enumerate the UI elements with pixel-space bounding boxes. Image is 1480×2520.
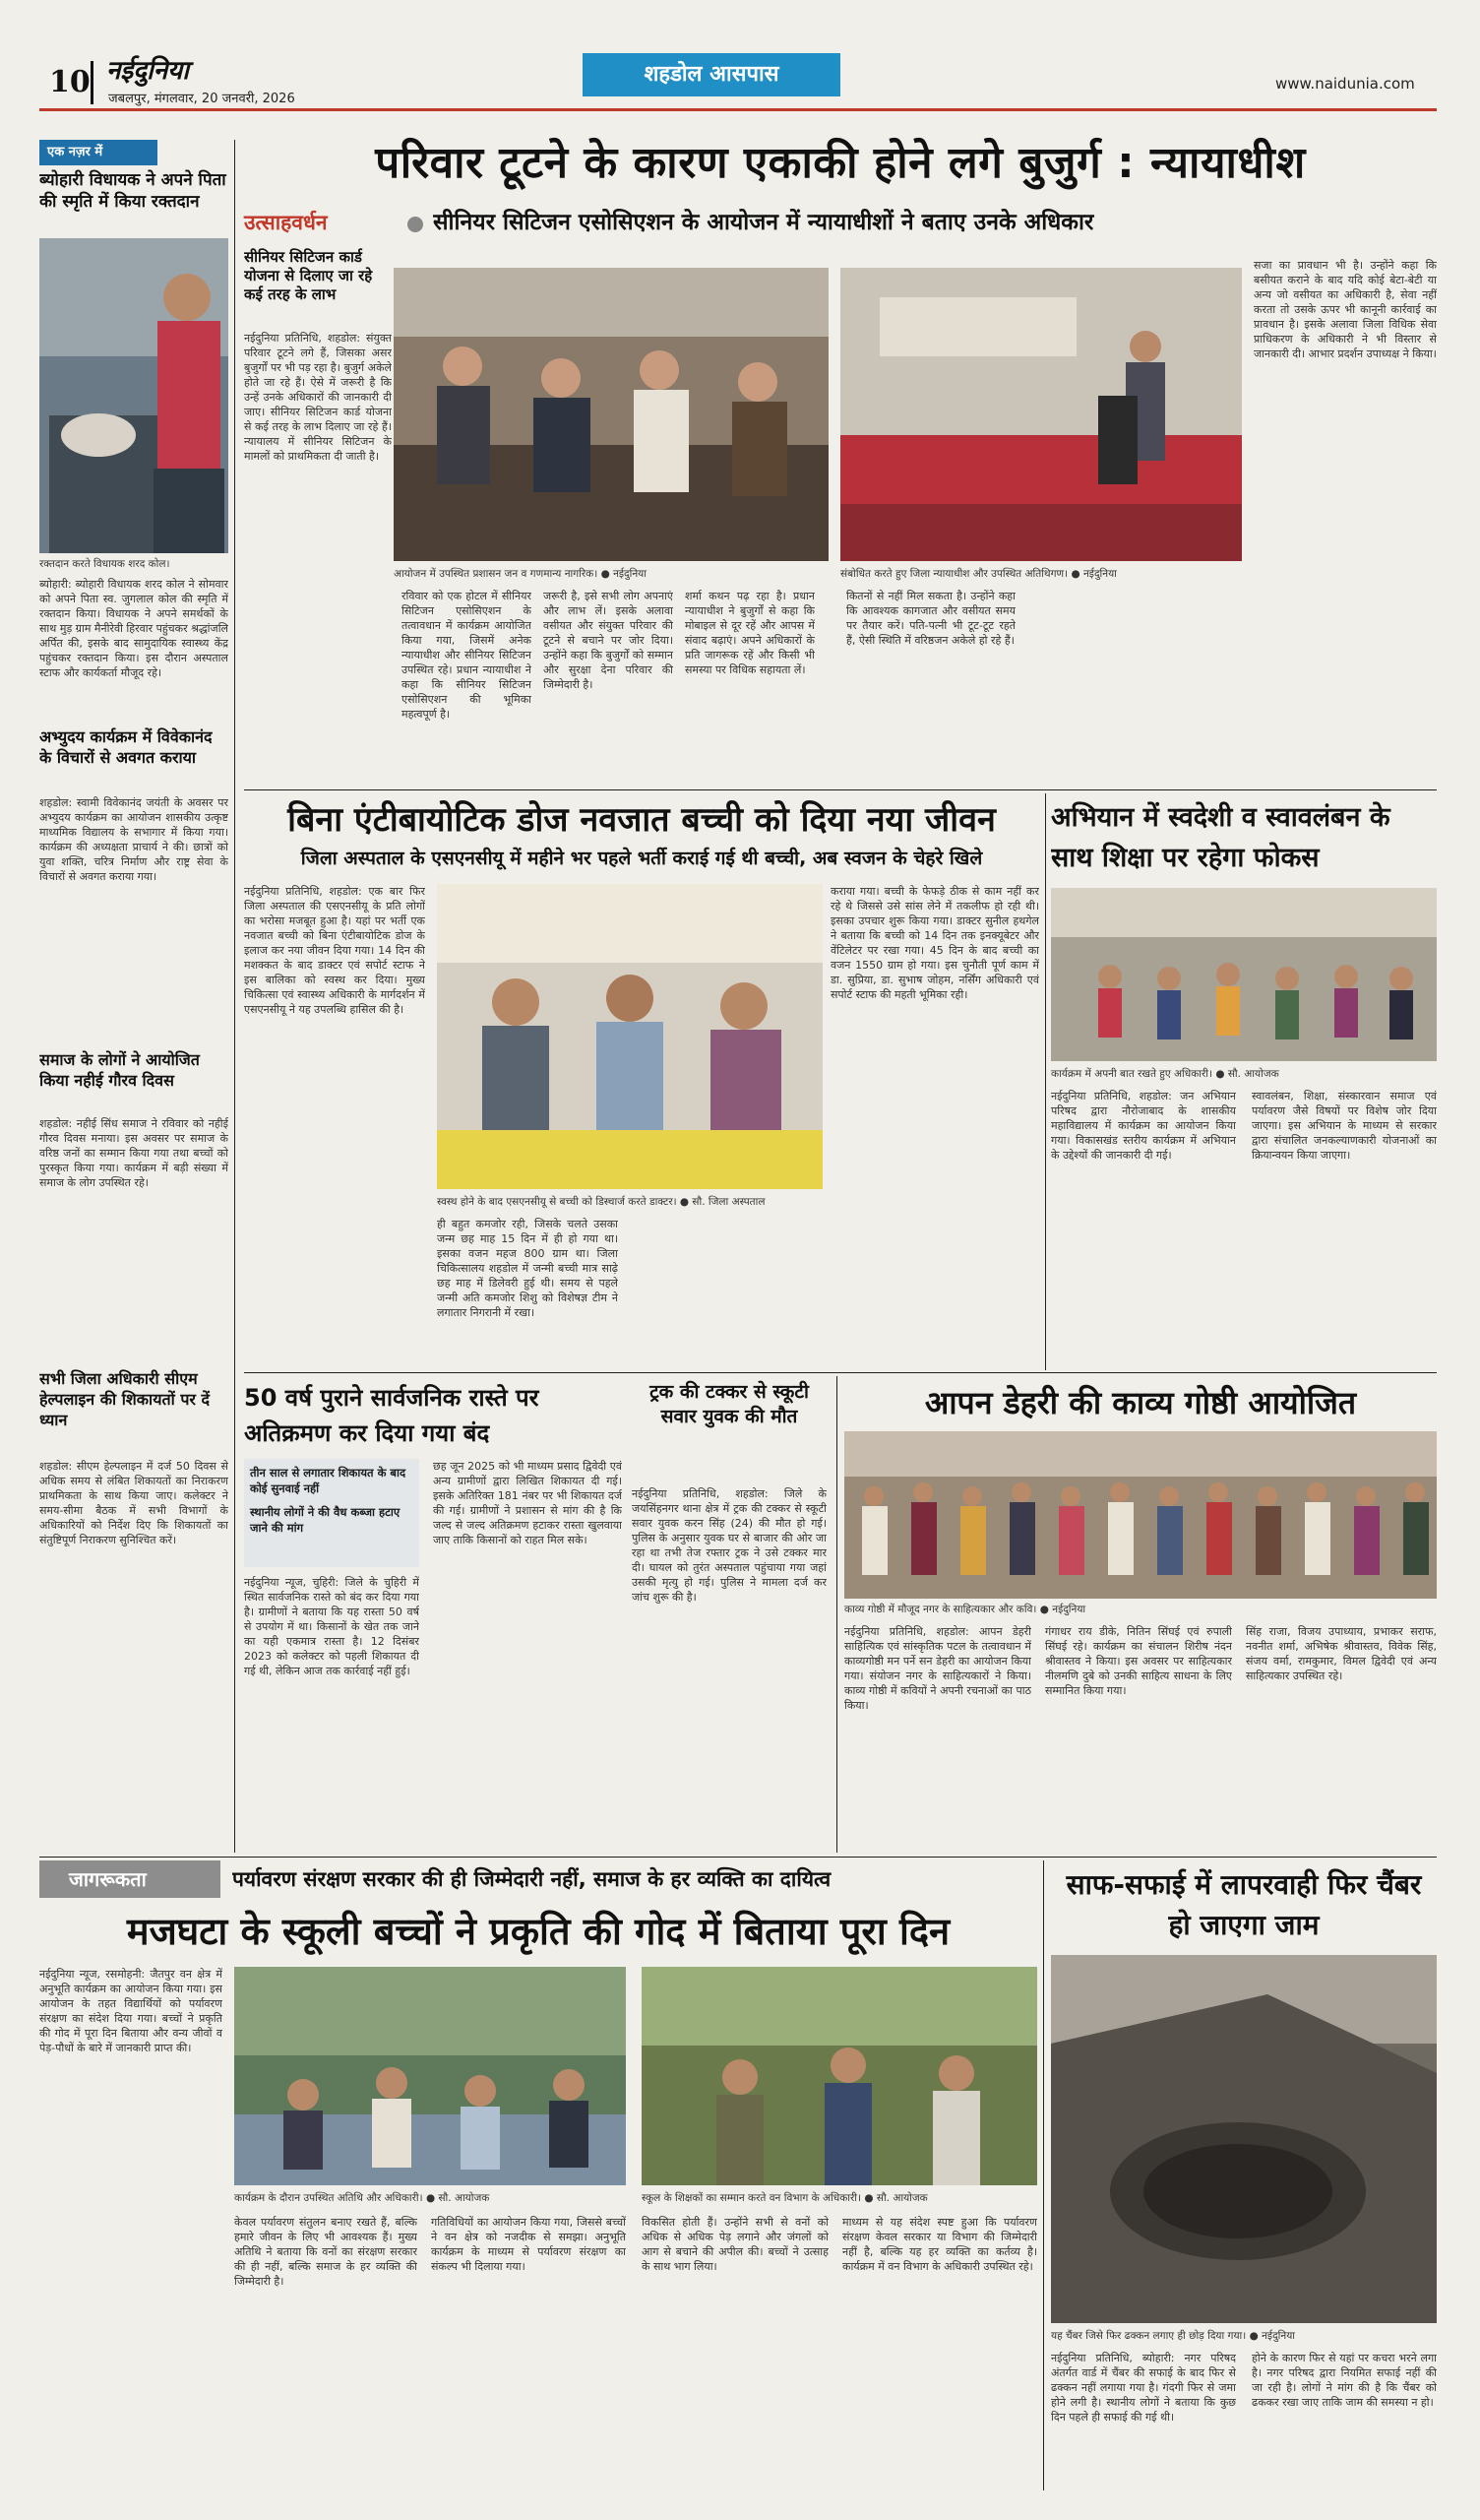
lead-body-col3: जरूरी है, इसे सभी लोग अपनाएं और लाभ लें। इसके अलावा वसीयत और संयुक्त परिवार की टूटने से बचाने पर जोर दिया। उन्होंने कहा कि बुजुर्गों को सम्मान और सुरक्षा देना परिवार की जिम्मेदारी है।: [543, 590, 673, 691]
story-body-col3: कराया गया। बच्ची के फेफड़े ठीक से काम नहीं कर रहे थे जिससे उसे सांस लेने में तकलीफ हो रही थी। इसका उपचार शुरू किया गया। डाक्टर सुनील हथगेल ने बताया कि बच्ची को 14 दिन तक इनक्यूबेटर और वेंटिलेटर पर रखा गया। 45 दिन के बाद बच्ची का वजन 1550 ग्राम हो गया। इस चुनौती पूर्ण काम में डा. सुप्रिया, डा. सुभाष जोहम, नर्सिंग अधिकारी एवं सपोर्ट स्टाफ की महती भूमिका रही।: [831, 885, 1039, 1001]
photo-caption: कार्यक्रम में अपनी बात रखते हुए अधिकारी। ● सौ. आयोजक: [1051, 1068, 1279, 1080]
photo-environment-guests: [234, 1967, 626, 2185]
dateline: जबलपुर, मंगलवार, 20 जनवरी, 2026: [108, 92, 295, 106]
truck-story: [632, 1376, 827, 1853]
section-label: शहडोल आसपास: [583, 53, 840, 96]
lead-photo-stage: [840, 268, 1242, 561]
story-headline: ब्योहारी विधायक ने अपने पिता की स्मृति में किया रक्तदान: [39, 170, 226, 212]
story-headline: मजघटा के स्कूली बच्चों ने प्रकृति की गोद में बिताया पूरा दिन: [126, 1910, 951, 1953]
photo-caption: रक्तदान करते विधायक शरद कोल।: [39, 558, 170, 570]
photo-blood-donation: [39, 238, 228, 553]
story-subhead: जिला अस्पताल के एसएनसीयू में महीने भर पहले भर्ती कराई गई थी बच्ची, अब स्वजन के चेहरे खिले: [300, 848, 983, 869]
story-body-col1: नईदुनिया प्रतिनिधि, ब्योहारी: नगर परिषद अंतर्गत वार्ड में चैंबर की सफाई के बाद फिर से ढक्कन नहीं लगाया गया है। गंदगी फिर से जमा होने लगी है। स्थानीय लोगों ने बताया कि कुछ दिन पहले ही सफाई की गई थी।: [1051, 2352, 1236, 2424]
photo-environment-honour: [642, 1967, 1037, 2185]
photo-caption: संबोधित करते हुए जिला न्यायाधीश और उपस्थित अतिथिगण। ● नईदुनिया: [840, 568, 1117, 580]
lead-body-col4: शर्मा कथन पढ़ रहा है। प्रधान न्यायाधीश ने बुजुर्गों से कहा कि मोबाइल से दूर रहें और आपस में संवाद बढ़ाएं। अपने अधिकारों के प्रति जागरूक रहें और किसी भी समस्या पर विधिक सहायता लें।: [685, 590, 815, 676]
newborn-story: [244, 793, 1039, 1370]
page-number-divider: [91, 61, 93, 104]
bullet-item: तीन साल से लगातार शिकायत के बाद कोई सुनवाई नहीं: [250, 1466, 406, 1495]
photo-poetry-group: [844, 1431, 1437, 1599]
story-body: शहडोल: नहीई सिंध समाज ने रविवार को नहीई गौरव दिवस मनाया। इस अवसर पर समाज के वरिष्ठ जनों का सम्मान किया गया तथा बच्चों को पुरस्कृत किया गया। कार्यक्रम में बड़ी संख्या में समाज के लोग उपस्थित रहे।: [39, 1117, 228, 1189]
story-headline: समाज के लोगों ने आयोजित किया नहीई गौरव दिवस: [39, 1050, 200, 1090]
story-headline: 50 वर्ष पुराने सार्वजनिक रास्ते पर अतिक्रमण कर दिया गया बंद: [244, 1384, 539, 1447]
left-column: [39, 140, 228, 1853]
story-body-col2: छह जून 2025 को भी माध्यम प्रसाद द्विवेदी एवं अन्य ग्रामीणों द्वारा लिखित शिकायत दी गई। इसके अतिरिक्त 181 नंबर पर भी शिकायत दर्ज की गई। ग्रामीणों ने प्रशासन से मांग की है कि जल्द से जल्द अतिक्रमण हटाकर रास्ता खुलवाया जाए ताकि किसानों को राहत मिल सके।: [433, 1460, 622, 1546]
masthead: [0, 0, 1480, 118]
story-headline: ट्रक की टक्कर से स्कूटी सवार युवक की मौत: [649, 1381, 809, 1427]
lead-intro: सीनियर सिटिजन कार्ड योजना से दिलाए जा रहे कई तरह के लाभ: [244, 248, 373, 303]
sanitation-story: [1051, 1860, 1437, 2490]
story-body-col2: होने के कारण फिर से यहां पर कचरा भरने लगा है। नगर परिषद द्वारा नियमित सफाई नहीं की जा रही है। लोगों ने मांग की है कि चैंबर को ढककर रखा जाए ताकि जाम की समस्या न हो।: [1252, 2352, 1437, 2409]
story-headline: अभ्युदय कार्यक्रम में विवेकानंद के विचारों से अवगत कराया: [39, 727, 213, 767]
website-url[interactable]: www.naidunia.com: [1275, 75, 1415, 93]
photo-caption: कार्यक्रम के दौरान उपस्थित अतिथि और अधिकारी। ● सौ. आयोजक: [234, 2192, 490, 2204]
road-story: [244, 1376, 622, 1853]
story-body-col1: नईदुनिया न्यूज, चुहिरी: जिले के चुहिरी में स्थित सार्वजनिक रास्ते को बंद कर दिया गया है। ग्रामीणों ने बताया कि यह रास्ता 50 वर्ष से उपयोग में था। किसानों के खेत तक जाने का यही एकमात्र रास्ता है। 12 दिसंबर 2023 को कलेक्टर को पहली शिकायत दी गई थी, लेकिन आज तक कार्रवाई नहीं हुई।: [244, 1576, 419, 1677]
story-body-col3: सिंह राजा, विजय उपाध्याय, प्रभाकर सराफ, नवनीत शर्मा, अभिषेक श्रीवास्तव, विवेक सिंह, संजय वर्मा, रामकुमार, विमल द्विवेदी एवं अन्य साहित्यकार उपस्थित रहे।: [1246, 1625, 1437, 1682]
lead-subhead: सीनियर सिटिजन एसोसिएशन के आयोजन में न्यायाधीशों ने बताए उनके अधिकार: [433, 210, 1094, 235]
photo-caption: यह चैंबर जिसे फिर ढक्कन लगाए ही छोड़ दिया गया। ● नईदुनिया: [1051, 2330, 1296, 2342]
kicker-bullet: [407, 217, 423, 232]
story-subhead: पर्यावरण संरक्षण सरकार की ही जिम्मेदारी नहीं, समाज के हर व्यक्ति का दायित्व: [232, 1867, 832, 1891]
bullet-item: स्थानीय लोगों ने की वैध कब्जा हटाए जाने की मांग: [250, 1505, 401, 1535]
section-divider: [39, 1857, 1437, 1858]
story-body-col4: विकसित होती हैं। उन्होंने सभी से वनों को अधिक से अधिक पेड़ लगाने और जंगलों को आग से बचाने की अपील की। बच्चों ने उत्साह के साथ भाग लिया।: [642, 2216, 829, 2273]
story-body-col1: नईदुनिया न्यूज, रसमोहनी: जैतपुर वन क्षेत्र में अनुभूति कार्यक्रम का आयोजन किया गया। इस आयोजन के तहत विद्यार्थियों को पर्यावरण संरक्षण का संदेश दिया गया। बच्चों ने प्रकृति की गोद में पूरा दिन बिताया और वन्य जीवों व पेड़-पौधों के बारे में जानकारी प्राप्त की।: [39, 1968, 222, 2054]
story-body: शहडोल: स्वामी विवेकानंद जयंती के अवसर पर अभ्युदय कार्यक्रम का आयोजन शासकीय उत्कृष्ट माध्यमिक विद्यालय के सभागार में किया गया। कार्यक्रम की अध्यक्षता प्राचार्य ने की। छात्रों को युवा शक्ति, चरित्र निर्माण और राष्ट्र सेवा के विचारों से अवगत कराया गया।: [39, 796, 228, 883]
photo-caption: आयोजन में उपस्थित प्रशासन जन व गणमान्य नागरिक। ● नईदुनिया: [394, 568, 647, 580]
section-divider: [244, 789, 1437, 790]
poetry-story: [844, 1376, 1437, 1853]
bullet-box: [244, 1459, 419, 1567]
story-body-col2: केवल पर्यावरण संतुलन बनाए रखते हैं, बल्कि हमारे जीवन के लिए भी आवश्यक हैं। मुख्य अतिथि ने बताया कि वनों का संरक्षण सरकार की ही नहीं, बल्कि समाज के हर व्यक्ति की जिम्मेदारी है।: [234, 2216, 417, 2288]
story-body-col2: स्वावलंबन, शिक्षा, संस्कारवान समाज एवं पर्यावरण जैसे विषयों पर विशेष जोर दिया जाएगा। इस अभियान के माध्यम से सरकार द्वारा संचालित जनकल्याणकारी योजनाओं का क्रियान्वयन किया जाएगा।: [1252, 1090, 1437, 1162]
story-headline: साफ-सफाई में लापरवाही फिर चैंबर हो जाएगा जाम: [1066, 1868, 1422, 1941]
section-tag: एक नज़र में: [39, 140, 157, 165]
page-number: 10: [49, 65, 91, 99]
lead-body-col2: रविवार को एक होटल में सीनियर सिटिजन एसोसिएशन के तत्वावधान में कार्यक्रम आयोजित किया गया, जिसमें अनेक न्यायाधीश और सीनियर सिटिजन उपस्थित रहे। प्रधान न्यायाधीश ने कहा कि सीनियर सिटिजन एसोसिएशन की भूमिका महत्वपूर्ण है।: [401, 590, 531, 721]
newspaper-logo: नईदुनिया: [106, 56, 189, 86]
story-headline: अभियान में स्वदेशी व स्वावलंबन के साथ शिक्षा पर रहेगा फोकस: [1051, 802, 1390, 873]
photo-caption: स्कूल के शिक्षकों का सम्मान करते वन विभाग के अधिकारी। ● सौ. आयोजक: [642, 2192, 928, 2204]
masthead-rule: [39, 108, 1437, 111]
story-body-col3: गतिविधियों का आयोजन किया गया, जिससे बच्चों ने वन क्षेत्र को नजदीक से समझा। अनुभूति कार्यक्रम के माध्यम से पर्यावरण संरक्षण का संकल्प भी दिलाया गया।: [431, 2216, 626, 2273]
lead-body-col6: सजा का प्रावधान भी है। उन्होंने कहा कि बसीयत कराने के बाद यदि कोई बेटा-बेटी या अन्य जो वसीयत का अधिकारी है, सेवा नहीं करता तो उसके ऊपर भी कानूनी कार्रवाई का प्रावधान है। इसके अलावा जिला विधिक सेवा प्राधिकरण के अधिकारी ने भी विस्तार से जानकारी दी। आभार प्रदर्शन उपाध्यक्ष ने किया।: [1254, 259, 1437, 360]
kicker: उत्साहवर्धन: [244, 211, 328, 234]
story-body-col1: नईदुनिया प्रतिनिधि, शहडोल: जन अभियान परिषद द्वारा नौरोजाबाद के शासकीय महाविद्यालय में कार्यक्रम का आयोजन किया गया। विकासखंड स्तरीय कार्यक्रम में अभियान के उद्देश्यों की जानकारी दी गई।: [1051, 1090, 1236, 1162]
story-body: ब्योहारी: ब्योहारी विधायक शरद कोल ने सोमवार को अपने पिता स्व. जुगलाल कोल की स्मृति में रक्तदान किया। विधायक ने अपने समर्थकों के साथ मुड़ ग्राम मैनीरेवी हिरवार पहुंचकर श्रद्धांजलि अर्पित की, इसके बाद सामुदायिक स्वास्थ्य केंद्र पहुंचकर रक्तदान किया। इस दौरान अस्पताल स्टाफ और कार्यकर्ता मौजूद रहे।: [39, 578, 228, 679]
lead-headline: परिवार टूटने के कारण एकाकी होने लगे बुजुर्ग : न्यायाधीश: [375, 138, 1306, 188]
photo-drain-chamber: [1051, 1955, 1437, 2323]
story-headline: सभी जिला अधिकारी सीएम हेल्पलाइन की शिकायतों पर दें ध्यान: [39, 1369, 211, 1429]
story-body-col1: नईदुनिया प्रतिनिधि, शहडोल: आपन डेहरी साहित्यिक एवं सांस्कृतिक पटल के तत्वावधान में काव्यगोष्ठी मन पर्ने सन डेहरी का आयोजन किया गया। संयोजन नगर के साहित्यकारों ने किया। काव्य गोष्ठी में कवियों ने अपनी रचनाओं का पाठ किया।: [844, 1625, 1031, 1712]
section-divider: [244, 1372, 1437, 1373]
story-headline: बिना एंटीबायोटिक डोज नवजात बच्ची को दिया नया जीवन: [287, 800, 996, 840]
photo-abhiyan-event: [1051, 888, 1437, 1061]
story-body: शहडोल: सीएम हेल्पलाइन में दर्ज 50 दिवस से अधिक समय से लंबित शिकायतों का निराकरण प्राथमिकता के साथ किया जाए। कलेक्टर ने समय-सीमा बैठक में सभी विभागों के अधिकारियों को निर्देश दिए कि शिकायतों का संतुष्टिपूर्ण निराकरण सुनिश्चित करें।: [39, 1460, 228, 1546]
story-body-col1: नईदुनिया प्रतिनिधि, शहडोल: एक बार फिर जिला अस्पताल की एसएनसीयू के प्रति लोगों का भरोसा मजबूत हुआ है। यहां पर भर्ती एक नवजात बच्ची को बिना एंटीबायोटिक डोज के इलाज कर नया जीवन दिया गया। 14 दिन की मशक्कत के बाद डाक्टर एवं सपोर्ट स्टाफ ने इस बालिका को स्वस्थ कर दिया। मुख्य चिकित्सा एवं स्वास्थ्य अधिकारी के मार्गदर्शन में एसएनसीयू ने यह उपलब्धि हासिल की है।: [244, 885, 425, 1016]
lead-body-col1: नईदुनिया प्रतिनिधि, शहडोल: संयुक्त परिवार टूटने लगे हैं, जिसका असर बुजुर्गों पर भी पड़ रहा है। बुजुर्ग अकेले होते जा रहे हैं। ऐसे में जरूरी है कि उन्हें उनके अधिकारों की जानकारी दी जाए। सीनियर सिटिजन कार्ड योजना से कई तरह के लाभ दिलाए जा रहे हैं। न्यायालय में सीनियर सिटिजन के मामलों को प्राथमिकता दी जाती है।: [244, 332, 392, 463]
abhiyan-story: [1051, 793, 1437, 1370]
column-divider: [836, 1376, 837, 1853]
lead-story: [244, 128, 1437, 788]
section-tag: जागरूकता: [39, 1860, 220, 1898]
photo-caption: काव्य गोष्ठी में मौजूद नगर के साहित्यकार और कवि। ● नईदुनिया: [844, 1604, 1086, 1615]
column-divider: [1043, 1860, 1044, 2490]
story-body-col2: ही बहुत कमजोर रही, जिसके चलते उसका जन्म छह माह 15 दिन में ही हो गया था। इसका वजन महज 800 ग्राम था। जिला चिकित्सालय शहडोल में जन्मी बच्ची मात्र साढ़े छह माह में डिलेवरी हुई थी। समय से पहले जन्मी अति कमजोर शिशु को विशेषज्ञ टीम ने लगातार निगरानी में रखा।: [437, 1218, 618, 1319]
column-divider: [234, 140, 235, 1853]
story-body: नईदुनिया प्रतिनिधि, शहडोल: जिले के जयसिंहनगर थाना क्षेत्र में ट्रक की टक्कर से स्कूटी सवार युवक करन सिंह (24) की मौत हो गई। पुलिस के अनुसार युवक घर से बाजार की ओर जा रहा था तभी तेज रफ्तार ट्रक ने उसे टक्कर मार दी। घायल को तुरंत अस्पताल पहुंचाया गया जहां उसकी मृत्यु हो गई। पुलिस ने मामला दर्ज कर जांच शुरू की है।: [632, 1487, 827, 1604]
lead-photo-audience: [394, 268, 829, 561]
story-body-col2: गंगाधर राय डीके, नितिन सिंघई एवं रुपाली सिंघई रहे। कार्यक्रम का संचालन शिरीष नंदन श्रीवास्तव ने किया। इस अवसर पर साहित्यकार नीलमणि दुबे को उनकी साहित्य साधना के लिए सम्मानित किया गया।: [1045, 1625, 1232, 1697]
environment-story: [39, 1860, 1037, 2490]
story-headline: आपन डेहरी की काव्य गोष्ठी आयोजित: [924, 1384, 1357, 1421]
photo-hospital-discharge: [437, 884, 823, 1189]
photo-caption: स्वस्थ होने के बाद एसएनसीयू से बच्ची को डिस्चार्ज करते डाक्टर। ● सौ. जिला अस्पताल: [437, 1196, 766, 1208]
story-body-col5: माध्यम से यह संदेश स्पष्ट हुआ कि पर्यावरण संरक्षण केवल सरकार या विभाग की जिम्मेदारी नहीं है, बल्कि यह हर व्यक्ति का कर्तव्य है। कार्यक्रम में वन विभाग के अधिकारी उपस्थित रहे।: [842, 2216, 1037, 2273]
lead-body-col5: कितनों से नहीं मिल सकता है। उन्होंने कहा कि आवश्यक कागजात और वसीयत समय पर तैयार करें। पति-पत्नी भी टूट-टूट रहते हैं, ऐसी स्थिति में वरिष्ठजन अकेले हो रहे हैं।: [846, 590, 1016, 647]
column-divider: [1045, 793, 1046, 1370]
